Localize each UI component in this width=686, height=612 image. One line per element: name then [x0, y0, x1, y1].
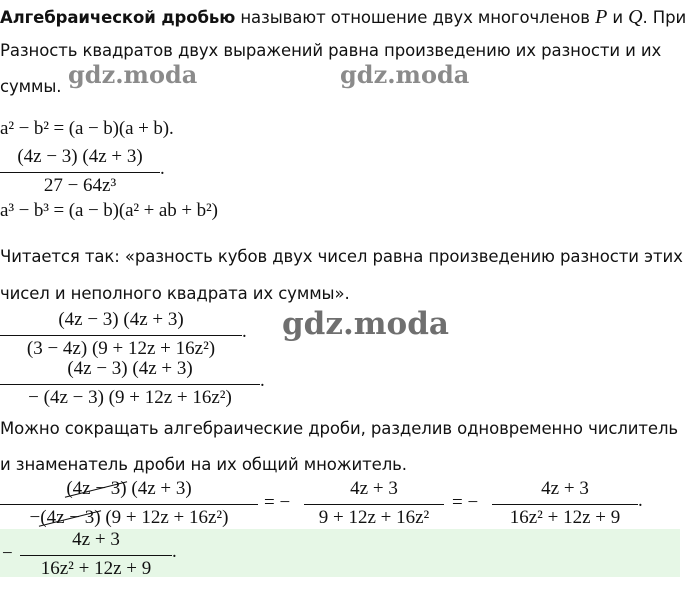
variable-p: P: [595, 6, 608, 28]
intro-and: и: [607, 8, 629, 27]
fraction-2-numerator: (4z − 3) (4z + 3): [58, 309, 184, 330]
fraction-2-denominator: (3 − 4z) (9 + 12z + 16z²): [26, 338, 216, 359]
equals-minus: = −: [452, 492, 479, 513]
watermark: gdz.moda: [340, 60, 470, 89]
reduction-rule-line-2: и знаменатель дроби на их общий множитель.: [0, 455, 407, 474]
period: .: [260, 370, 265, 391]
cubes-reading-line-1: Читается так: «разность кубов двух чисел равна произведению разности этих: [0, 247, 683, 266]
equals-minus: = −: [264, 492, 291, 513]
watermark: gdz.moda: [68, 60, 198, 89]
cubes-reading-line-2: чисел и неполного квадрата их суммы».: [0, 284, 350, 303]
minus-sign: −: [2, 543, 13, 564]
period: .: [160, 158, 165, 179]
intro-text: называют отношение двух многочленов: [235, 8, 596, 27]
period: .: [242, 321, 247, 342]
fraction-bar: [0, 384, 260, 385]
formula-difference-of-cubes: a³ − b³ = (a − b)(a² + ab + b²): [0, 200, 218, 221]
squares-sentence: Разность квадратов двух выражений равна произведению их разности и их: [0, 41, 662, 60]
answer-denominator: 16z² + 12z + 9: [40, 558, 152, 579]
fraction-3-denominator: − (4z − 3) (9 + 12z + 16z²): [28, 387, 232, 408]
fraction-bar: [492, 504, 638, 505]
fraction-1-numerator: (4z − 3) (4z + 3): [17, 146, 143, 167]
fraction-bar: [304, 504, 444, 505]
cancelled-factor: (4z − 3): [66, 478, 127, 499]
cancelled-factor: (4z − 3): [40, 507, 101, 528]
fraction-5-denominator: 9 + 12z + 16z²: [318, 507, 430, 528]
reduction-rule-line-1: Можно сокращать алгебраические дроби, разделив одновременно числитель: [0, 419, 679, 438]
fraction-bar: [0, 335, 242, 336]
reduction-chain: [0, 478, 680, 530]
period: .: [172, 541, 177, 562]
fraction-1: [0, 146, 170, 198]
fraction-3-numerator: (4z − 3) (4z + 3): [67, 358, 193, 379]
fraction-5-numerator: 4z + 3: [350, 478, 398, 499]
fraction-4-numerator: [0, 478, 258, 500]
fraction-2: [0, 309, 260, 361]
fraction-bar: [20, 555, 172, 556]
minus-sign: −: [29, 507, 41, 528]
fraction-3: [0, 358, 270, 410]
fraction-4-denominator: [0, 507, 258, 529]
fraction-bar: [0, 172, 160, 173]
fraction-6-numerator: 4z + 3: [541, 478, 589, 499]
fraction-1-denominator: 27 − 64z³: [43, 175, 117, 196]
intro-tail: . При: [642, 8, 686, 27]
numerator-rest: (4z + 3): [126, 478, 192, 499]
formula-difference-of-squares: a² − b² = (a − b)(a + b).: [0, 118, 174, 139]
fraction-6-denominator: 16z² + 12z + 9: [509, 507, 621, 528]
term-bold: Алгебраической дробью: [0, 8, 236, 27]
fraction-bar: [0, 504, 258, 505]
intro-line: [0, 6, 686, 29]
period: .: [638, 490, 643, 511]
answer-numerator: 4z + 3: [72, 529, 120, 550]
squares-sentence-end: суммы.: [0, 77, 62, 96]
answer-fraction: [0, 529, 200, 579]
variable-q: Q: [628, 6, 643, 28]
watermark: gdz.moda: [282, 306, 449, 342]
denominator-rest: (9 + 12z + 16z²): [100, 507, 229, 528]
